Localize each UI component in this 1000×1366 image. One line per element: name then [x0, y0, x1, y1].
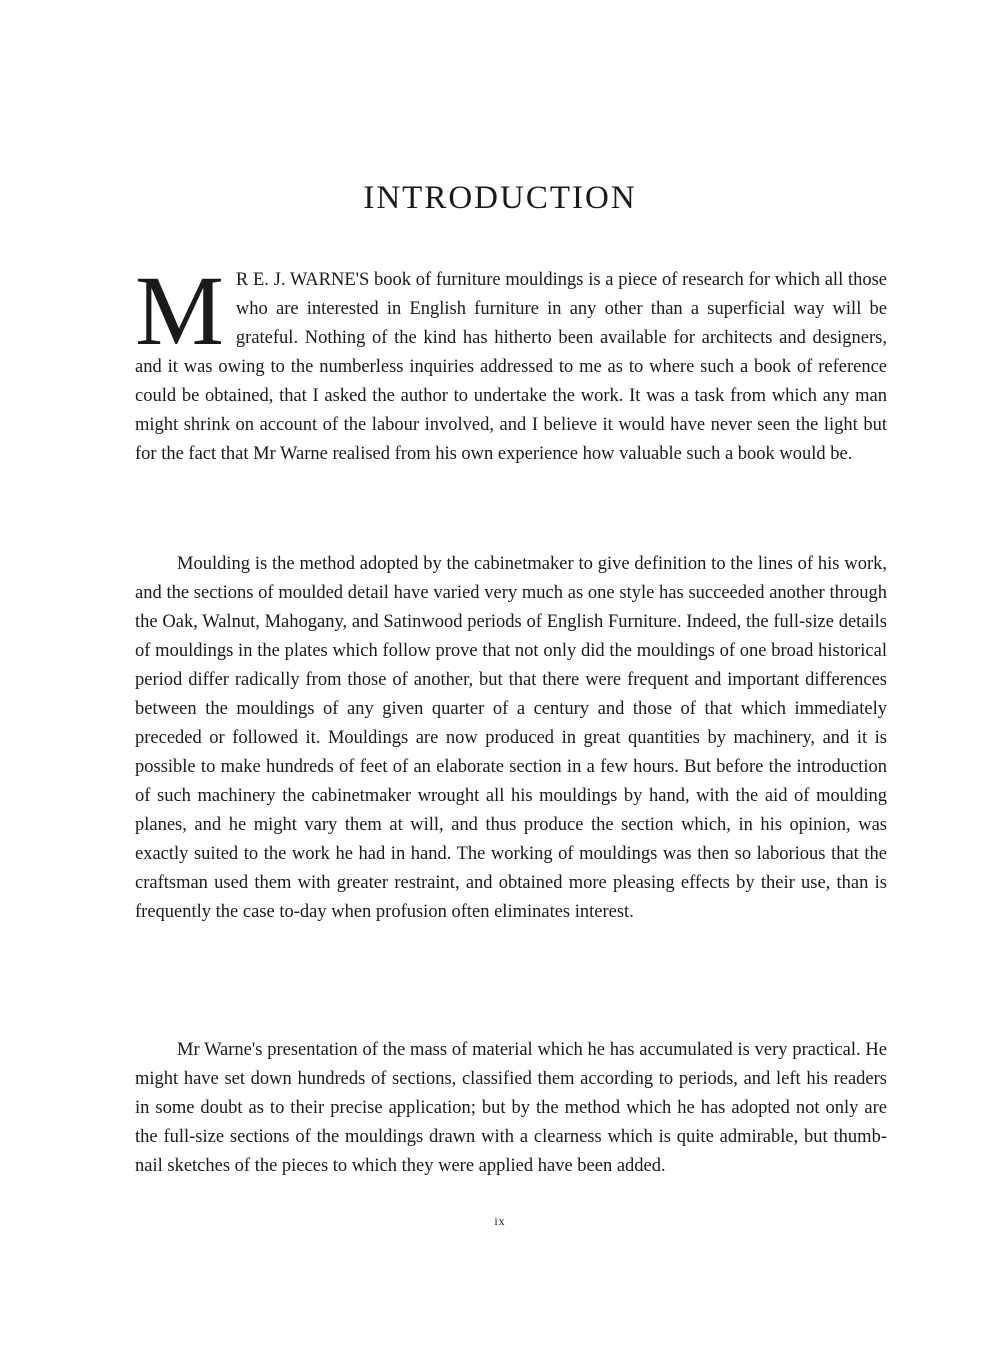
paragraph-3: Mr Warne's presentation of the mass of material which he has accumulated is very practical. He might have set down hundreds of sections, classified them according to periods, and left his readers in some doubt as to their precise application; but by the method which he has adopted not only are the full-size sections of the mouldings drawn with a clearness which is quite admirable, but thumb-nail sketches of the pieces to which they were applied have been added. [135, 1040, 887, 1176]
page-number: ix [494, 1214, 506, 1228]
paragraph-1-text: R E. J. WARNE'S book of furniture mouldings is a piece of research for which all those who are interested in English furniture in any other than a superficial way will be grateful. Nothing of the kind has hitherto been available for architects and designers, and it was owing to the numberless inquiries addressed to me as to where such a book of reference could be obtained, that I asked the author to undertake the work. It was a task from which any man might shrink on account of the labour involved, and I believe it would have never seen the light but for the fact that Mr Warne realised from his own experience how valuable such a book would be. [135, 270, 887, 464]
paragraph-1 [135, 255, 887, 469]
page-title: INTRODUCTION [363, 180, 637, 216]
drop-cap: M [135, 255, 224, 366]
paragraph-2: Moulding is the method adopted by the cabinetmaker to give definition to the lines of his work, and the sections of moulded detail have varied very much as one style has succeeded another through the Oak, Walnut, Mahogany, and Satinwood periods of English Furniture. Indeed, the full-size details of mouldings in the plates which follow prove that not only did the mouldings of one broad historical period differ radically from those of another, but that there were frequent and important differences between the mouldings of any given quarter of a century and those of that which immediately preceded or followed it. Mouldings are now produced in great quantities by machinery, and it is possible to make hundreds of feet of an elaborate section in a few hours. But before the introduction of such machinery the cabinetmaker wrought all his mouldings by hand, with the aid of moulding planes, and he might vary them at will, and thus produce the section which, in his opinion, was exactly suited to the work he had in hand. The working of mouldings was then so laborious that the craftsman used them with greater restraint, and obtained more pleasing effects by their use, than is frequently the case to-day when profusion often eliminates interest. [135, 554, 887, 922]
